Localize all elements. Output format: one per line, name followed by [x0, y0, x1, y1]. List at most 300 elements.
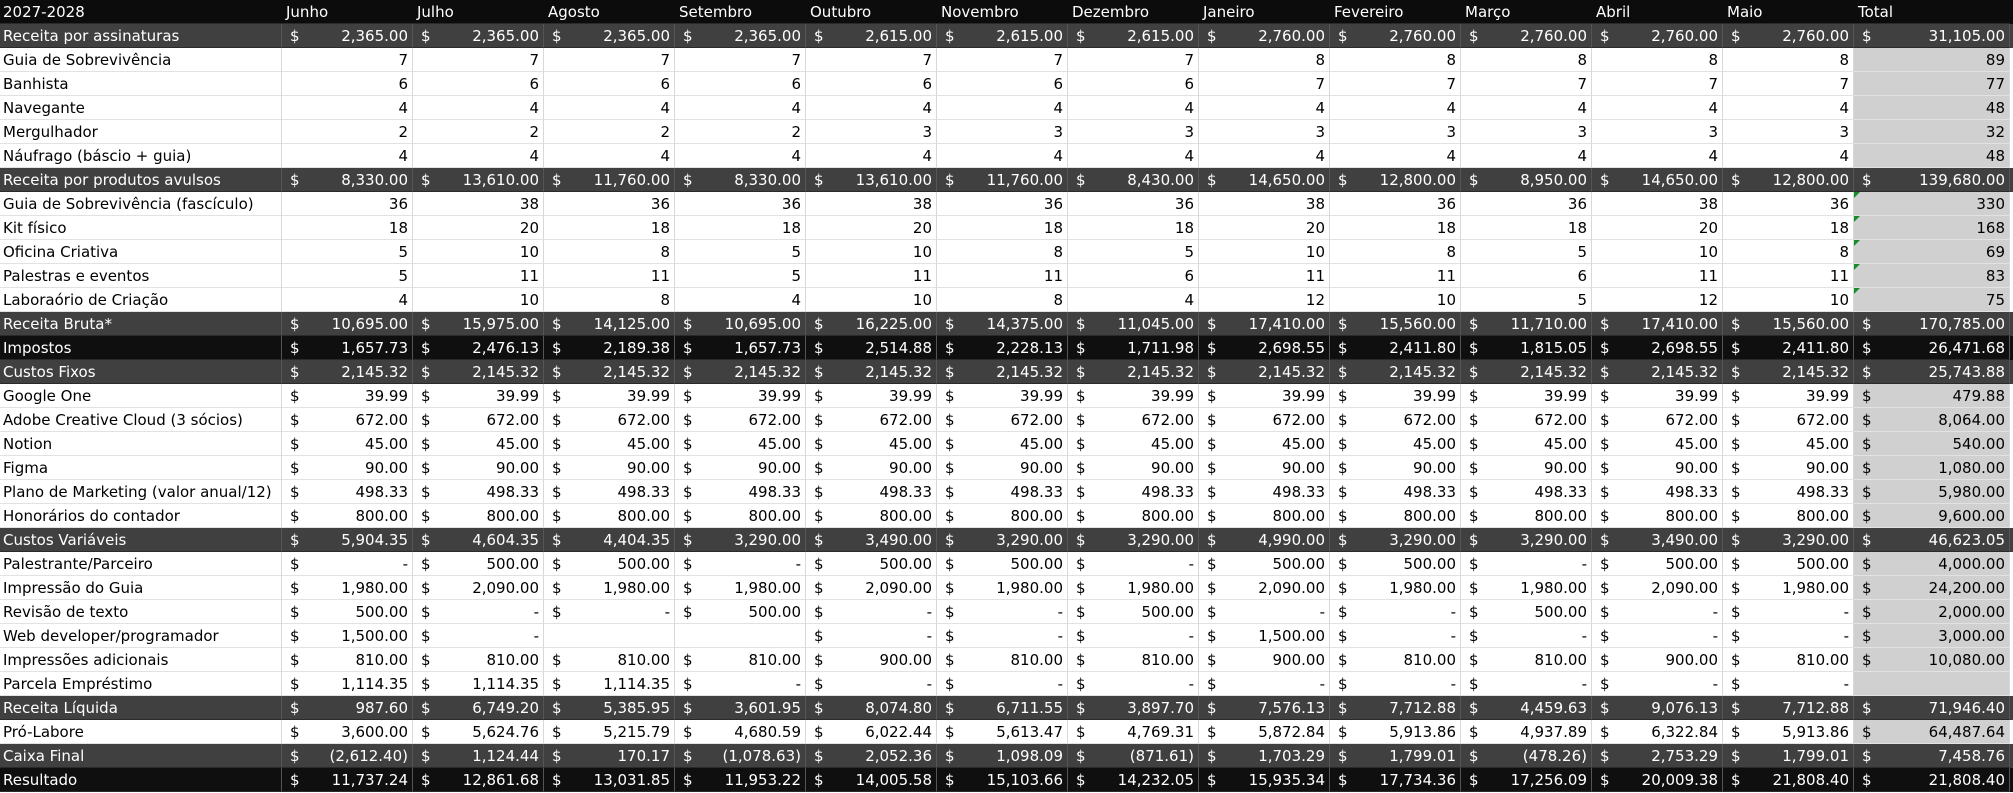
value-cell[interactable]	[1330, 552, 1461, 576]
value-cell[interactable]	[675, 408, 806, 432]
value-cell[interactable]	[1723, 456, 1854, 480]
value-cell[interactable]: 18	[1723, 216, 1854, 240]
value-cell[interactable]	[1461, 312, 1592, 336]
value-cell[interactable]	[413, 336, 544, 360]
value-cell[interactable]	[1068, 456, 1199, 480]
value-cell[interactable]: 8	[1723, 240, 1854, 264]
value-cell[interactable]: 6	[282, 72, 413, 96]
value-cell[interactable]	[413, 408, 544, 432]
value-cell[interactable]	[675, 456, 806, 480]
value-cell[interactable]	[282, 432, 413, 456]
row-label-cell[interactable]: Oficina Criativa	[0, 240, 282, 264]
value-cell[interactable]	[1068, 600, 1199, 624]
row-label-cell[interactable]: Notion	[0, 432, 282, 456]
month-header-cell[interactable]: Junho	[282, 0, 413, 24]
value-cell[interactable]	[1330, 432, 1461, 456]
value-cell[interactable]	[1461, 696, 1592, 720]
value-cell[interactable]: 4	[806, 96, 937, 120]
value-cell[interactable]	[1461, 168, 1592, 192]
value-cell[interactable]	[1723, 624, 1854, 648]
value-cell[interactable]: 11	[1199, 264, 1330, 288]
value-cell[interactable]	[937, 312, 1068, 336]
value-cell[interactable]	[1592, 168, 1723, 192]
value-cell[interactable]: 6	[675, 72, 806, 96]
value-cell[interactable]	[1068, 504, 1199, 528]
value-cell[interactable]: 38	[1592, 192, 1723, 216]
value-cell[interactable]	[1461, 744, 1592, 768]
value-cell[interactable]	[282, 696, 413, 720]
row-label-cell[interactable]: Palestras e eventos	[0, 264, 282, 288]
month-header-cell[interactable]: Janeiro	[1199, 0, 1330, 24]
value-cell[interactable]: 20	[1592, 216, 1723, 240]
value-cell[interactable]	[282, 768, 413, 792]
value-cell[interactable]	[282, 672, 413, 696]
value-cell[interactable]	[1723, 672, 1854, 696]
value-cell[interactable]	[1461, 24, 1592, 48]
row-label-cell[interactable]: Web developer/programador	[0, 624, 282, 648]
value-cell[interactable]	[1461, 768, 1592, 792]
total-cell[interactable]	[1854, 720, 2010, 744]
value-cell[interactable]: 10	[806, 240, 937, 264]
value-cell[interactable]	[413, 504, 544, 528]
value-cell[interactable]	[675, 432, 806, 456]
value-cell[interactable]	[544, 24, 675, 48]
value-cell[interactable]	[413, 696, 544, 720]
value-cell[interactable]	[1199, 408, 1330, 432]
row-label-cell[interactable]: Parcela Empréstimo	[0, 672, 282, 696]
value-cell[interactable]: 4	[544, 144, 675, 168]
value-cell[interactable]	[282, 624, 413, 648]
value-cell[interactable]	[937, 360, 1068, 384]
value-cell[interactable]: 4	[1068, 288, 1199, 312]
value-cell[interactable]	[1068, 768, 1199, 792]
value-cell[interactable]	[282, 408, 413, 432]
value-cell[interactable]: 3	[1723, 120, 1854, 144]
row-label-cell[interactable]: Plano de Marketing (valor anual/12)	[0, 480, 282, 504]
total-cell[interactable]	[1854, 624, 2010, 648]
value-cell[interactable]: 18	[937, 216, 1068, 240]
value-cell[interactable]	[544, 552, 675, 576]
value-cell[interactable]	[1592, 456, 1723, 480]
value-cell[interactable]	[1723, 168, 1854, 192]
value-cell[interactable]	[282, 744, 413, 768]
value-cell[interactable]	[282, 168, 413, 192]
value-cell[interactable]	[282, 480, 413, 504]
value-cell[interactable]	[937, 648, 1068, 672]
value-cell[interactable]	[1199, 456, 1330, 480]
value-cell[interactable]	[1199, 672, 1330, 696]
row-label-cell[interactable]: Banhista	[0, 72, 282, 96]
value-cell[interactable]	[1592, 24, 1723, 48]
row-label-cell[interactable]: Impressão do Guia	[0, 576, 282, 600]
value-cell[interactable]: 7	[282, 48, 413, 72]
total-cell[interactable]: 77	[1854, 72, 2010, 96]
value-cell[interactable]	[1068, 552, 1199, 576]
row-label-cell[interactable]: Náufrago (báscio + guia)	[0, 144, 282, 168]
value-cell[interactable]	[675, 528, 806, 552]
value-cell[interactable]	[937, 672, 1068, 696]
value-cell[interactable]	[806, 384, 937, 408]
month-header-cell[interactable]: Novembro	[937, 0, 1068, 24]
value-cell[interactable]	[806, 504, 937, 528]
value-cell[interactable]	[675, 600, 806, 624]
value-cell[interactable]	[1330, 600, 1461, 624]
value-cell[interactable]: 3	[1592, 120, 1723, 144]
value-cell[interactable]	[675, 624, 806, 648]
value-cell[interactable]: 38	[806, 192, 937, 216]
value-cell[interactable]	[675, 480, 806, 504]
value-cell[interactable]: 10	[413, 240, 544, 264]
row-label-cell[interactable]: Kit físico	[0, 216, 282, 240]
value-cell[interactable]: 4	[1199, 144, 1330, 168]
value-cell[interactable]: 18	[1068, 216, 1199, 240]
value-cell[interactable]: 4	[1068, 144, 1199, 168]
value-cell[interactable]	[544, 720, 675, 744]
value-cell[interactable]	[282, 360, 413, 384]
value-cell[interactable]	[1199, 24, 1330, 48]
value-cell[interactable]	[806, 24, 937, 48]
value-cell[interactable]: 36	[282, 192, 413, 216]
value-cell[interactable]	[1330, 672, 1461, 696]
value-cell[interactable]	[413, 168, 544, 192]
value-cell[interactable]	[544, 576, 675, 600]
value-cell[interactable]	[1068, 528, 1199, 552]
value-cell[interactable]	[1330, 744, 1461, 768]
value-cell[interactable]: 10	[1199, 240, 1330, 264]
total-cell[interactable]	[1854, 648, 2010, 672]
value-cell[interactable]: 2	[282, 120, 413, 144]
total-cell[interactable]	[1854, 384, 2010, 408]
value-cell[interactable]	[1592, 600, 1723, 624]
value-cell[interactable]	[1592, 384, 1723, 408]
value-cell[interactable]: 7	[806, 48, 937, 72]
value-cell[interactable]	[675, 672, 806, 696]
row-label-cell[interactable]: Custos Fixos	[0, 360, 282, 384]
value-cell[interactable]: 4	[1592, 96, 1723, 120]
value-cell[interactable]	[1330, 24, 1461, 48]
total-cell[interactable]	[1854, 528, 2010, 552]
value-cell[interactable]	[1199, 504, 1330, 528]
value-cell[interactable]	[544, 672, 675, 696]
value-cell[interactable]	[675, 384, 806, 408]
value-cell[interactable]	[675, 504, 806, 528]
month-header-cell[interactable]: Dezembro	[1068, 0, 1199, 24]
value-cell[interactable]	[806, 360, 937, 384]
value-cell[interactable]	[282, 336, 413, 360]
value-cell[interactable]: 3	[1461, 120, 1592, 144]
value-cell[interactable]	[1199, 480, 1330, 504]
value-cell[interactable]	[1592, 576, 1723, 600]
value-cell[interactable]	[544, 744, 675, 768]
value-cell[interactable]	[675, 696, 806, 720]
value-cell[interactable]: 3	[1199, 120, 1330, 144]
value-cell[interactable]: 11	[413, 264, 544, 288]
value-cell[interactable]	[544, 432, 675, 456]
value-cell[interactable]	[413, 600, 544, 624]
value-cell[interactable]: 8	[1592, 48, 1723, 72]
value-cell[interactable]: 5	[675, 264, 806, 288]
value-cell[interactable]	[544, 600, 675, 624]
value-cell[interactable]	[1592, 360, 1723, 384]
value-cell[interactable]	[937, 768, 1068, 792]
value-cell[interactable]	[1723, 648, 1854, 672]
value-cell[interactable]	[1068, 672, 1199, 696]
value-cell[interactable]	[282, 528, 413, 552]
value-cell[interactable]	[675, 360, 806, 384]
value-cell[interactable]	[1723, 360, 1854, 384]
value-cell[interactable]	[1461, 672, 1592, 696]
row-label-cell[interactable]: Custos Variáveis	[0, 528, 282, 552]
total-cell[interactable]	[1854, 24, 2010, 48]
value-cell[interactable]	[1723, 528, 1854, 552]
value-cell[interactable]	[1199, 552, 1330, 576]
month-header-cell[interactable]: Outubro	[806, 0, 937, 24]
value-cell[interactable]	[1068, 624, 1199, 648]
value-cell[interactable]	[282, 600, 413, 624]
value-cell[interactable]: 8	[1199, 48, 1330, 72]
value-cell[interactable]	[413, 576, 544, 600]
value-cell[interactable]	[1330, 624, 1461, 648]
value-cell[interactable]	[675, 312, 806, 336]
value-cell[interactable]	[1461, 432, 1592, 456]
value-cell[interactable]	[1330, 528, 1461, 552]
value-cell[interactable]	[1723, 552, 1854, 576]
value-cell[interactable]: 4	[282, 144, 413, 168]
value-cell[interactable]	[1068, 720, 1199, 744]
value-cell[interactable]	[1723, 720, 1854, 744]
value-cell[interactable]	[1592, 720, 1723, 744]
row-label-cell[interactable]: Resultado	[0, 768, 282, 792]
value-cell[interactable]	[413, 480, 544, 504]
total-cell[interactable]: 168	[1854, 216, 2010, 240]
value-cell[interactable]	[937, 24, 1068, 48]
row-label-cell[interactable]: Impressões adicionais	[0, 648, 282, 672]
value-cell[interactable]: 5	[1461, 240, 1592, 264]
value-cell[interactable]	[1723, 24, 1854, 48]
value-cell[interactable]	[1592, 504, 1723, 528]
value-cell[interactable]	[1723, 384, 1854, 408]
value-cell[interactable]	[1592, 336, 1723, 360]
value-cell[interactable]	[1330, 360, 1461, 384]
value-cell[interactable]: 4	[675, 144, 806, 168]
total-cell[interactable]	[1854, 552, 2010, 576]
value-cell[interactable]: 4	[544, 96, 675, 120]
value-cell[interactable]	[937, 432, 1068, 456]
value-cell[interactable]: 5	[282, 264, 413, 288]
value-cell[interactable]	[413, 768, 544, 792]
value-cell[interactable]	[675, 552, 806, 576]
value-cell[interactable]	[937, 384, 1068, 408]
row-label-cell[interactable]: Caixa Final	[0, 744, 282, 768]
value-cell[interactable]: 36	[1461, 192, 1592, 216]
row-label-cell[interactable]: Honorários do contador	[0, 504, 282, 528]
value-cell[interactable]: 5	[1068, 240, 1199, 264]
value-cell[interactable]: 36	[1330, 192, 1461, 216]
month-header-cell[interactable]: Abril	[1592, 0, 1723, 24]
total-cell[interactable]	[1854, 360, 2010, 384]
value-cell[interactable]	[413, 648, 544, 672]
value-cell[interactable]	[1723, 408, 1854, 432]
total-cell[interactable]	[1854, 336, 2010, 360]
value-cell[interactable]: 5	[282, 240, 413, 264]
value-cell[interactable]: 12	[1199, 288, 1330, 312]
value-cell[interactable]	[1330, 408, 1461, 432]
value-cell[interactable]	[413, 552, 544, 576]
value-cell[interactable]	[1592, 768, 1723, 792]
value-cell[interactable]	[806, 744, 937, 768]
value-cell[interactable]: 36	[1068, 192, 1199, 216]
value-cell[interactable]	[937, 624, 1068, 648]
value-cell[interactable]	[282, 648, 413, 672]
value-cell[interactable]	[1068, 480, 1199, 504]
row-label-cell[interactable]: Receita Bruta*	[0, 312, 282, 336]
value-cell[interactable]	[413, 432, 544, 456]
month-header-cell[interactable]: Fevereiro	[1330, 0, 1461, 24]
value-cell[interactable]	[413, 360, 544, 384]
value-cell[interactable]	[1592, 408, 1723, 432]
row-label-cell[interactable]: Receita por assinaturas	[0, 24, 282, 48]
value-cell[interactable]	[937, 408, 1068, 432]
value-cell[interactable]	[1330, 768, 1461, 792]
value-cell[interactable]: 36	[1723, 192, 1854, 216]
value-cell[interactable]	[1068, 744, 1199, 768]
value-cell[interactable]: 5	[1461, 288, 1592, 312]
value-cell[interactable]	[937, 696, 1068, 720]
total-cell[interactable]	[1854, 432, 2010, 456]
value-cell[interactable]: 4	[1723, 144, 1854, 168]
value-cell[interactable]	[1723, 576, 1854, 600]
value-cell[interactable]	[806, 648, 937, 672]
value-cell[interactable]	[806, 528, 937, 552]
value-cell[interactable]	[544, 384, 675, 408]
value-cell[interactable]: 11	[806, 264, 937, 288]
value-cell[interactable]: 7	[1723, 72, 1854, 96]
value-cell[interactable]	[1461, 384, 1592, 408]
value-cell[interactable]	[1723, 696, 1854, 720]
value-cell[interactable]	[937, 576, 1068, 600]
value-cell[interactable]	[1461, 720, 1592, 744]
value-cell[interactable]	[1199, 360, 1330, 384]
value-cell[interactable]	[1199, 720, 1330, 744]
value-cell[interactable]	[1199, 168, 1330, 192]
value-cell[interactable]	[675, 648, 806, 672]
total-cell[interactable]	[1854, 576, 2010, 600]
value-cell[interactable]	[1592, 528, 1723, 552]
value-cell[interactable]	[1068, 408, 1199, 432]
value-cell[interactable]	[1068, 336, 1199, 360]
value-cell[interactable]: 6	[544, 72, 675, 96]
row-label-cell[interactable]: Impostos	[0, 336, 282, 360]
value-cell[interactable]: 4	[937, 144, 1068, 168]
value-cell[interactable]: 36	[544, 192, 675, 216]
total-cell[interactable]: 75	[1854, 288, 2010, 312]
total-cell[interactable]	[1854, 408, 2010, 432]
value-cell[interactable]	[1461, 528, 1592, 552]
value-cell[interactable]	[544, 408, 675, 432]
value-cell[interactable]: 18	[675, 216, 806, 240]
value-cell[interactable]: 4	[806, 144, 937, 168]
value-cell[interactable]: 7	[413, 48, 544, 72]
value-cell[interactable]	[413, 720, 544, 744]
value-cell[interactable]	[544, 528, 675, 552]
value-cell[interactable]: 18	[544, 216, 675, 240]
value-cell[interactable]	[1330, 576, 1461, 600]
value-cell[interactable]: 8	[544, 288, 675, 312]
value-cell[interactable]: 10	[806, 288, 937, 312]
row-label-cell[interactable]: Guia de Sobrevivência (fascículo)	[0, 192, 282, 216]
value-cell[interactable]	[1461, 360, 1592, 384]
row-label-cell[interactable]: Receita Líquida	[0, 696, 282, 720]
value-cell[interactable]	[1461, 648, 1592, 672]
total-cell[interactable]: 83	[1854, 264, 2010, 288]
value-cell[interactable]	[282, 552, 413, 576]
value-cell[interactable]	[1723, 336, 1854, 360]
value-cell[interactable]	[1199, 384, 1330, 408]
total-cell[interactable]: 89	[1854, 48, 2010, 72]
value-cell[interactable]	[937, 528, 1068, 552]
value-cell[interactable]	[1330, 504, 1461, 528]
row-label-cell[interactable]: Guia de Sobrevivência	[0, 48, 282, 72]
value-cell[interactable]	[937, 720, 1068, 744]
value-cell[interactable]	[1330, 720, 1461, 744]
value-cell[interactable]	[544, 360, 675, 384]
value-cell[interactable]	[1199, 600, 1330, 624]
value-cell[interactable]: 3	[1068, 120, 1199, 144]
value-cell[interactable]	[1461, 480, 1592, 504]
value-cell[interactable]	[413, 312, 544, 336]
value-cell[interactable]	[282, 384, 413, 408]
value-cell[interactable]	[1592, 624, 1723, 648]
month-header-cell[interactable]: Agosto	[544, 0, 675, 24]
value-cell[interactable]	[413, 384, 544, 408]
value-cell[interactable]	[1330, 456, 1461, 480]
value-cell[interactable]: 4	[1068, 96, 1199, 120]
value-cell[interactable]	[544, 768, 675, 792]
value-cell[interactable]	[413, 24, 544, 48]
value-cell[interactable]: 7	[937, 48, 1068, 72]
value-cell[interactable]	[544, 312, 675, 336]
value-cell[interactable]	[1068, 696, 1199, 720]
value-cell[interactable]	[937, 336, 1068, 360]
total-cell[interactable]	[1854, 504, 2010, 528]
value-cell[interactable]: 36	[937, 192, 1068, 216]
value-cell[interactable]	[413, 528, 544, 552]
value-cell[interactable]: 6	[1461, 264, 1592, 288]
row-label-cell[interactable]: Revisão de texto	[0, 600, 282, 624]
value-cell[interactable]: 10	[1330, 288, 1461, 312]
value-cell[interactable]: 3	[806, 120, 937, 144]
value-cell[interactable]	[1068, 360, 1199, 384]
value-cell[interactable]	[1461, 624, 1592, 648]
total-cell[interactable]	[1854, 168, 2010, 192]
value-cell[interactable]: 8	[1330, 48, 1461, 72]
value-cell[interactable]: 3	[1330, 120, 1461, 144]
value-cell[interactable]: 8	[1461, 48, 1592, 72]
value-cell[interactable]: 3	[937, 120, 1068, 144]
value-cell[interactable]	[1330, 168, 1461, 192]
value-cell[interactable]	[1199, 576, 1330, 600]
value-cell[interactable]	[1199, 744, 1330, 768]
value-cell[interactable]	[1723, 504, 1854, 528]
value-cell[interactable]	[1461, 600, 1592, 624]
value-cell[interactable]	[1199, 312, 1330, 336]
value-cell[interactable]	[806, 456, 937, 480]
value-cell[interactable]	[1592, 672, 1723, 696]
value-cell[interactable]	[806, 552, 937, 576]
total-cell[interactable]	[1854, 696, 2010, 720]
value-cell[interactable]: 4	[1461, 144, 1592, 168]
value-cell[interactable]	[1461, 576, 1592, 600]
